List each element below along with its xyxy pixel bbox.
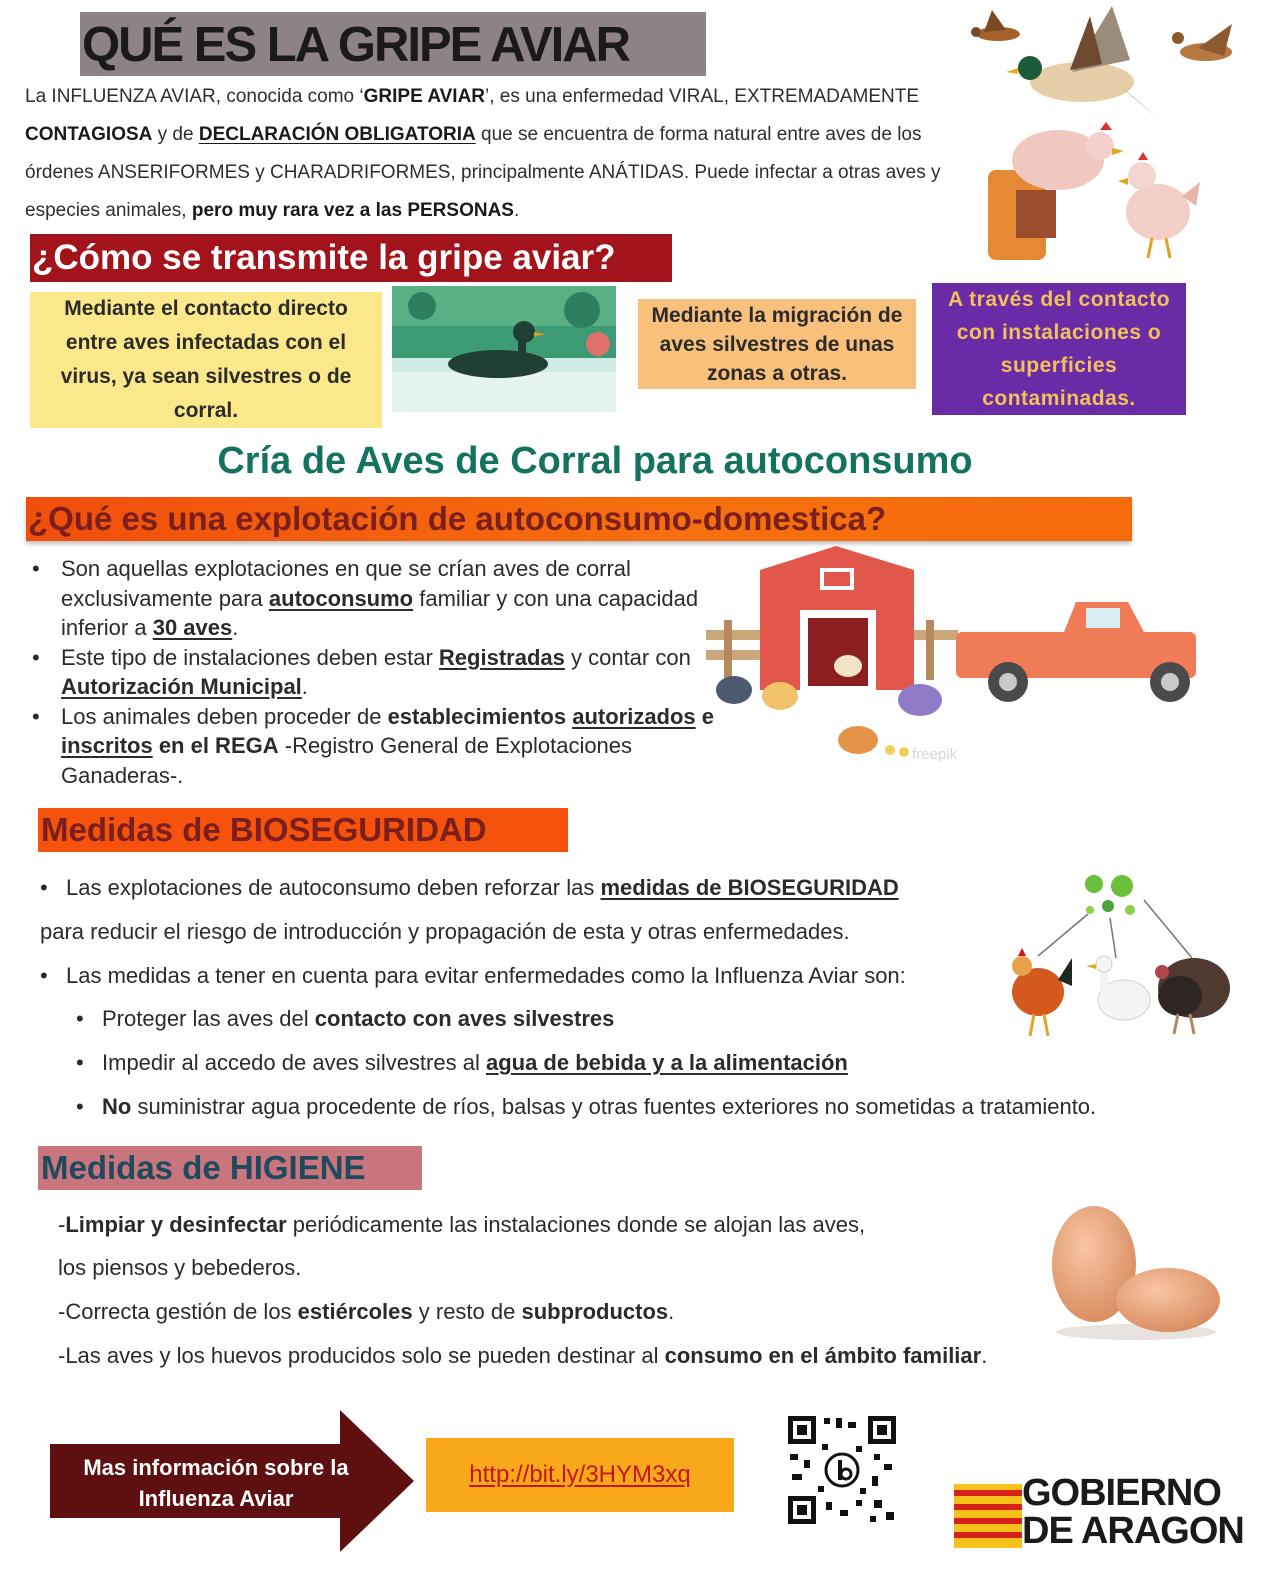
list-item: • Este tipo de instalaciones deben estar Registradas y contar con Autorización Municipal. — [28, 643, 718, 702]
transmission-migration: Mediante la migración de aves silvestres de unas zonas a otras. — [638, 299, 916, 389]
hen-in-coop-icon — [988, 122, 1124, 260]
hig-line-2: los piensos y bebederos. — [58, 1255, 302, 1280]
transmission-direct-contact: Mediante el contacto directo entre aves infectadas con el virus, ya sean silvestres o de corral. — [30, 292, 382, 428]
transmission-surfaces: A través del contacto con instalaciones o superficies contaminadas. — [932, 283, 1186, 415]
more-info-text: Mas información sobre la Influenza Aviar — [83, 1455, 349, 1511]
intro-gripe-aviar: GRIPE AVIAR — [363, 86, 486, 107]
bio-line-3: • Las medidas a tener en cuenta para evitar enfermedades como la Influenza Aviar son: — [40, 963, 906, 988]
qr-code[interactable] — [786, 1414, 898, 1526]
info-link-box[interactable] — [426, 1438, 734, 1512]
flying-duck-right-icon — [1172, 24, 1232, 61]
virus-and-birds-illustration — [998, 870, 1234, 1040]
aragon-flag-logo — [954, 1484, 1022, 1548]
page-title: QUÉ ES LA GRIPE AVIAR — [82, 18, 629, 72]
flying-duck-left-icon — [971, 10, 1020, 41]
bio-line-4: • Proteger las aves del contacto con aves silvestres — [76, 1006, 615, 1031]
intro-personas: pero muy rara vez a las PERSONAS — [191, 200, 514, 221]
bio-line-5: • Impedir al accedo de aves silvestres al agua de bebida y a la alimentación — [76, 1050, 848, 1075]
intro-paragraph: La INFLUENZA AVIAR, conocida como ‘GRIPE AVIAR’, es una enfermedad VIRAL, EXTREMADAMENTE CONTAGIOSA y de DECLARACIÓN OBLIGATORIA que se encuentra de forma natural entre aves de los órdenes ANSERIFORMES y CHARADRIFORMES, principalmente ANÁTIDAS. Puede infectar a otras aves y especies animales, pero muy rara vez a las PERSONAS. — [25, 86, 941, 221]
flying-duck-main-icon — [1006, 6, 1158, 118]
explotacion-heading: ¿Qué es una explotación de autoconsumo-domestica? — [26, 497, 1132, 541]
farm-barn-truck-illustration — [704, 540, 1214, 772]
bio-line-2: para reducir el riesgo de introducción y propagación de esta y otras enfermedades. — [40, 919, 850, 944]
duck-pond-illustration — [392, 286, 616, 412]
higiene-heading: Medidas de HIGIENE — [38, 1146, 422, 1190]
turkey-icon — [1155, 958, 1230, 1034]
bio-line-6: • No suministrar agua procedente de ríos, balsas y otras fuentes exteriores no sometidas a tratamiento. — [76, 1094, 1097, 1119]
list-item: • Los animales deben proceder de establecimientos autorizados e inscritos en el REGA -Registro General de Explotaciones Ganaderas-. — [28, 702, 718, 791]
autoconsumo-heading: Cría de Aves de Corral para autoconsumo — [217, 440, 973, 482]
bioseguridad-heading: Medidas de BIOSEGURIDAD — [38, 808, 568, 852]
explotacion-list — [28, 554, 718, 790]
standing-hen-icon — [1118, 152, 1200, 258]
bio-line-1: • Las explotaciones de autoconsumo deben reforzar las medidas de BIOSEGURIDAD — [40, 875, 899, 900]
rooster-icon — [1012, 948, 1072, 1036]
gobierno-aragon-logo: GOBIERNO DE ARAGON — [1022, 1472, 1244, 1552]
info-link[interactable]: http://bit.ly/3HYM3xq — [469, 1461, 691, 1488]
intro-declaracion-obligatoria: DECLARACIÓN OBLIGATORIA — [198, 124, 476, 145]
eggs-illustration — [1048, 1200, 1224, 1342]
hig-line-3: -Correcta gestión de los estiércoles y resto de subproductos. — [58, 1299, 675, 1324]
intro-contagiosa: CONTAGIOSA — [25, 124, 153, 145]
ducks-and-hens-illustration — [962, 0, 1252, 270]
list-item: • Son aquellas explotaciones en que se crían aves de corral exclusivamente para autoconsumo familiar y con una capacidad inferior a 30 aves. — [28, 554, 718, 643]
hig-line-1: -Limpiar y desinfectar periódicamente las instalaciones donde se alojan las aves, — [58, 1212, 866, 1237]
hig-line-4: -Las aves y los huevos producidos solo se pueden destinar al consumo en el ámbito familiar. — [58, 1343, 988, 1368]
goose-icon — [1086, 956, 1150, 1020]
image-credit: freepik — [912, 746, 958, 763]
transmission-heading: ¿Cómo se transmite la gripe aviar? — [30, 234, 672, 282]
